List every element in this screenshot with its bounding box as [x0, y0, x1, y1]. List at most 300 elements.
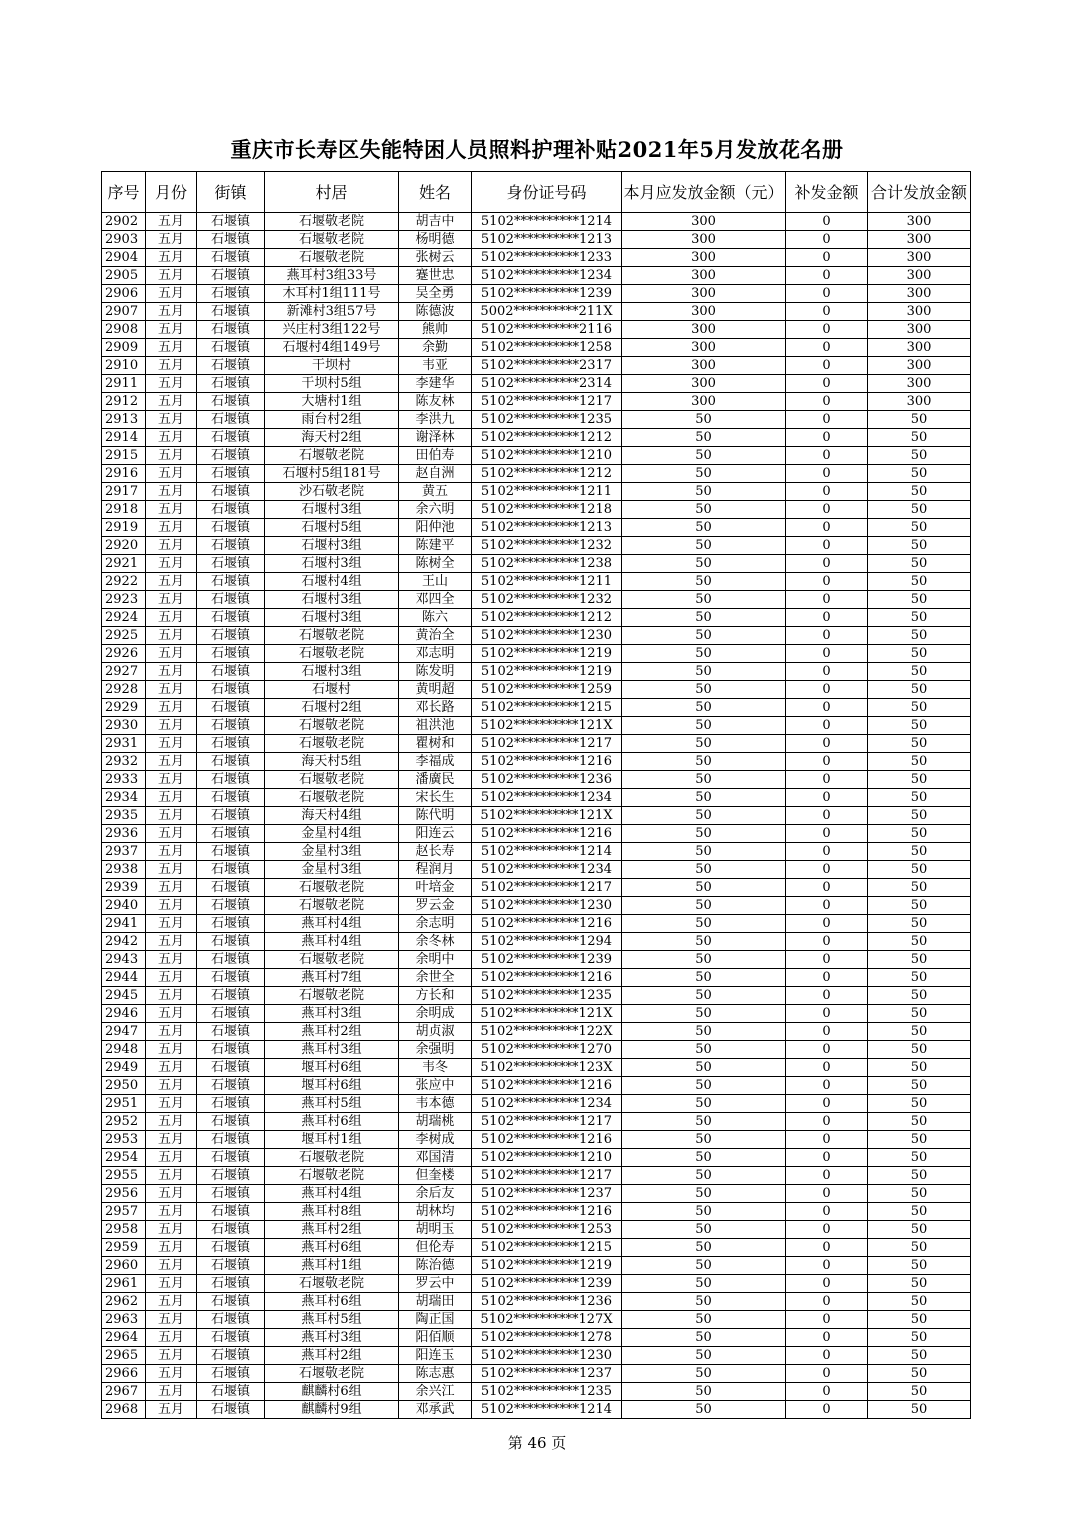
town-cell: 石堰镇 — [197, 1077, 265, 1095]
village-cell: 燕耳村6组 — [265, 1293, 399, 1311]
table-row — [102, 519, 971, 537]
roster-table — [101, 171, 971, 1419]
total-amount-cell: 50 — [868, 861, 971, 879]
name-cell: 杨明德 — [399, 231, 472, 249]
monthly-amount-cell: 50 — [622, 483, 786, 501]
name-cell: 陈友林 — [399, 393, 472, 411]
town-cell: 石堰镇 — [197, 699, 265, 717]
supplement-amount-cell: 0 — [786, 1041, 868, 1059]
monthly-amount-cell: 50 — [622, 1221, 786, 1239]
name-cell: 阳佰顺 — [399, 1329, 472, 1347]
town-cell: 石堰镇 — [197, 951, 265, 969]
index-cell: 2966 — [102, 1365, 146, 1383]
village-cell: 燕耳村5组 — [265, 1095, 399, 1113]
table-row — [102, 825, 971, 843]
month-cell: 五月 — [146, 573, 197, 591]
table-row — [102, 681, 971, 699]
town-cell: 石堰镇 — [197, 429, 265, 447]
monthly-amount-cell: 50 — [622, 1203, 786, 1221]
id-number-cell: 5102**********1216 — [472, 825, 622, 843]
monthly-amount-cell: 300 — [622, 267, 786, 285]
table-header-row — [102, 172, 971, 213]
total-amount-cell: 50 — [868, 951, 971, 969]
index-cell: 2947 — [102, 1023, 146, 1041]
village-cell: 金星村3组 — [265, 843, 399, 861]
month-cell: 五月 — [146, 357, 197, 375]
index-cell: 2907 — [102, 303, 146, 321]
village-cell: 石堰村2组 — [265, 699, 399, 717]
month-cell: 五月 — [146, 321, 197, 339]
total-amount-cell: 50 — [868, 1257, 971, 1275]
id-number-cell: 5102**********1237 — [472, 1365, 622, 1383]
supplement-amount-cell: 0 — [786, 501, 868, 519]
id-number-cell: 5102**********1213 — [472, 231, 622, 249]
town-cell: 石堰镇 — [197, 1383, 265, 1401]
town-cell: 石堰镇 — [197, 1257, 265, 1275]
id-number-cell: 5102**********1215 — [472, 1239, 622, 1257]
supplement-amount-cell: 0 — [786, 555, 868, 573]
index-cell: 2936 — [102, 825, 146, 843]
month-cell: 五月 — [146, 339, 197, 357]
village-cell: 燕耳村6组 — [265, 1113, 399, 1131]
supplement-amount-cell: 0 — [786, 1311, 868, 1329]
col-index-header: 序号 — [102, 172, 146, 213]
village-cell: 石堰敬老院 — [265, 213, 399, 231]
id-number-cell: 5102**********1235 — [472, 1383, 622, 1401]
town-cell: 石堰镇 — [197, 1005, 265, 1023]
monthly-amount-cell: 50 — [622, 501, 786, 519]
town-cell: 石堰镇 — [197, 609, 265, 627]
table-row — [102, 555, 971, 573]
supplement-amount-cell: 0 — [786, 1059, 868, 1077]
table-row — [102, 1311, 971, 1329]
name-cell: 胡吉中 — [399, 213, 472, 231]
total-amount-cell: 50 — [868, 681, 971, 699]
index-cell: 2913 — [102, 411, 146, 429]
name-cell: 李福成 — [399, 753, 472, 771]
monthly-amount-cell: 50 — [622, 1185, 786, 1203]
name-cell: 余志明 — [399, 915, 472, 933]
supplement-amount-cell: 0 — [786, 735, 868, 753]
village-cell: 木耳村1组111号 — [265, 285, 399, 303]
name-cell: 阳连玉 — [399, 1347, 472, 1365]
monthly-amount-cell: 300 — [622, 231, 786, 249]
supplement-amount-cell: 0 — [786, 1257, 868, 1275]
village-cell: 麒麟村9组 — [265, 1401, 399, 1419]
index-cell: 2904 — [102, 249, 146, 267]
supplement-amount-cell: 0 — [786, 807, 868, 825]
name-cell: 余后友 — [399, 1185, 472, 1203]
supplement-amount-cell: 0 — [786, 573, 868, 591]
total-amount-cell: 50 — [868, 879, 971, 897]
table-row — [102, 1275, 971, 1293]
table-row — [102, 285, 971, 303]
supplement-amount-cell: 0 — [786, 321, 868, 339]
total-amount-cell: 50 — [868, 1221, 971, 1239]
name-cell: 韦冬 — [399, 1059, 472, 1077]
index-cell: 2937 — [102, 843, 146, 861]
village-cell: 石堰村3组 — [265, 537, 399, 555]
monthly-amount-cell: 300 — [622, 393, 786, 411]
table-row — [102, 1023, 971, 1041]
index-cell: 2931 — [102, 735, 146, 753]
month-cell: 五月 — [146, 645, 197, 663]
village-cell: 燕耳村5组 — [265, 1311, 399, 1329]
index-cell: 2925 — [102, 627, 146, 645]
supplement-amount-cell: 0 — [786, 861, 868, 879]
total-amount-cell: 50 — [868, 663, 971, 681]
town-cell: 石堰镇 — [197, 627, 265, 645]
month-cell: 五月 — [146, 699, 197, 717]
monthly-amount-cell: 300 — [622, 213, 786, 231]
town-cell: 石堰镇 — [197, 555, 265, 573]
table-row — [102, 915, 971, 933]
name-cell: 陈六 — [399, 609, 472, 627]
id-number-cell: 5102**********1237 — [472, 1185, 622, 1203]
month-cell: 五月 — [146, 1005, 197, 1023]
monthly-amount-cell: 50 — [622, 1347, 786, 1365]
name-cell: 张树云 — [399, 249, 472, 267]
supplement-amount-cell: 0 — [786, 825, 868, 843]
town-cell: 石堰镇 — [197, 681, 265, 699]
table-row — [102, 1239, 971, 1257]
name-cell: 李洪九 — [399, 411, 472, 429]
monthly-amount-cell: 50 — [622, 825, 786, 843]
name-cell: 但奎楼 — [399, 1167, 472, 1185]
index-cell: 2908 — [102, 321, 146, 339]
month-cell: 五月 — [146, 825, 197, 843]
month-cell: 五月 — [146, 1185, 197, 1203]
month-cell: 五月 — [146, 1311, 197, 1329]
index-cell: 2951 — [102, 1095, 146, 1113]
monthly-amount-cell: 50 — [622, 1401, 786, 1419]
village-cell: 石堰敬老院 — [265, 987, 399, 1005]
supplement-amount-cell: 0 — [786, 591, 868, 609]
table-row — [102, 843, 971, 861]
name-cell: 瞿树和 — [399, 735, 472, 753]
id-number-cell: 5102**********1214 — [472, 1401, 622, 1419]
supplement-amount-cell: 0 — [786, 465, 868, 483]
id-number-cell: 5102**********1211 — [472, 573, 622, 591]
total-amount-cell: 50 — [868, 1185, 971, 1203]
town-cell: 石堰镇 — [197, 591, 265, 609]
supplement-amount-cell: 0 — [786, 645, 868, 663]
index-cell: 2968 — [102, 1401, 146, 1419]
supplement-amount-cell: 0 — [786, 753, 868, 771]
supplement-amount-cell: 0 — [786, 915, 868, 933]
table-row — [102, 1221, 971, 1239]
total-amount-cell: 50 — [868, 1275, 971, 1293]
col-month-header: 月份 — [146, 172, 197, 213]
total-amount-cell: 300 — [868, 213, 971, 231]
id-number-cell: 5102**********1270 — [472, 1041, 622, 1059]
name-cell: 祖洪池 — [399, 717, 472, 735]
total-amount-cell: 50 — [868, 591, 971, 609]
monthly-amount-cell: 50 — [622, 627, 786, 645]
id-number-cell: 5102**********1216 — [472, 915, 622, 933]
index-cell: 2929 — [102, 699, 146, 717]
village-cell: 石堰敬老院 — [265, 447, 399, 465]
supplement-amount-cell: 0 — [786, 1329, 868, 1347]
table-row — [102, 771, 971, 789]
month-cell: 五月 — [146, 753, 197, 771]
index-cell: 2914 — [102, 429, 146, 447]
supplement-amount-cell: 0 — [786, 213, 868, 231]
total-amount-cell: 50 — [868, 825, 971, 843]
id-number-cell: 5102**********1278 — [472, 1329, 622, 1347]
id-number-cell: 5102**********1218 — [472, 501, 622, 519]
monthly-amount-cell: 50 — [622, 915, 786, 933]
monthly-amount-cell: 50 — [622, 1329, 786, 1347]
village-cell: 燕耳村2组 — [265, 1221, 399, 1239]
month-cell: 五月 — [146, 501, 197, 519]
index-cell: 2932 — [102, 753, 146, 771]
total-amount-cell: 50 — [868, 915, 971, 933]
index-cell: 2953 — [102, 1131, 146, 1149]
table-row — [102, 1347, 971, 1365]
town-cell: 石堰镇 — [197, 861, 265, 879]
monthly-amount-cell: 50 — [622, 1257, 786, 1275]
town-cell: 石堰镇 — [197, 1131, 265, 1149]
name-cell: 胡瑞田 — [399, 1293, 472, 1311]
name-cell: 方长和 — [399, 987, 472, 1005]
table-row — [102, 1095, 971, 1113]
town-cell: 石堰镇 — [197, 303, 265, 321]
name-cell: 陈发明 — [399, 663, 472, 681]
supplement-amount-cell: 0 — [786, 1383, 868, 1401]
name-cell: 陶正国 — [399, 1311, 472, 1329]
id-number-cell: 5102**********121X — [472, 1005, 622, 1023]
village-cell: 石堰敬老院 — [265, 951, 399, 969]
town-cell: 石堰镇 — [197, 1023, 265, 1041]
supplement-amount-cell: 0 — [786, 627, 868, 645]
id-number-cell: 5102**********1219 — [472, 663, 622, 681]
id-number-cell: 5102**********1236 — [472, 771, 622, 789]
village-cell: 大塘村1组 — [265, 393, 399, 411]
id-number-cell: 5102**********2314 — [472, 375, 622, 393]
month-cell: 五月 — [146, 591, 197, 609]
town-cell: 石堰镇 — [197, 213, 265, 231]
village-cell: 兴庄村3组122号 — [265, 321, 399, 339]
total-amount-cell: 50 — [868, 573, 971, 591]
village-cell: 燕耳村4组 — [265, 933, 399, 951]
table-row — [102, 1329, 971, 1347]
total-amount-cell: 50 — [868, 1041, 971, 1059]
total-amount-cell: 50 — [868, 1365, 971, 1383]
village-cell: 石堰敬老院 — [265, 897, 399, 915]
id-number-cell: 5102**********1216 — [472, 753, 622, 771]
total-amount-cell: 300 — [868, 339, 971, 357]
village-cell: 雨台村2组 — [265, 411, 399, 429]
supplement-amount-cell: 0 — [786, 1113, 868, 1131]
month-cell: 五月 — [146, 1203, 197, 1221]
total-amount-cell: 50 — [868, 1329, 971, 1347]
town-cell: 石堰镇 — [197, 1041, 265, 1059]
village-cell: 石堰村3组 — [265, 663, 399, 681]
month-cell: 五月 — [146, 483, 197, 501]
name-cell: 余勤 — [399, 339, 472, 357]
name-cell: 余冬林 — [399, 933, 472, 951]
table-row — [102, 717, 971, 735]
supplement-amount-cell: 0 — [786, 1221, 868, 1239]
name-cell: 但伦寿 — [399, 1239, 472, 1257]
name-cell: 赵长寿 — [399, 843, 472, 861]
village-cell: 石堰敬老院 — [265, 735, 399, 753]
town-cell: 石堰镇 — [197, 1113, 265, 1131]
table-row — [102, 501, 971, 519]
index-cell: 2942 — [102, 933, 146, 951]
month-cell: 五月 — [146, 1383, 197, 1401]
month-cell: 五月 — [146, 1167, 197, 1185]
monthly-amount-cell: 50 — [622, 1113, 786, 1131]
index-cell: 2945 — [102, 987, 146, 1005]
table-row — [102, 897, 971, 915]
supplement-amount-cell: 0 — [786, 429, 868, 447]
table-row — [102, 1383, 971, 1401]
total-amount-cell: 50 — [868, 897, 971, 915]
town-cell: 石堰镇 — [197, 1203, 265, 1221]
index-cell: 2960 — [102, 1257, 146, 1275]
monthly-amount-cell: 50 — [622, 1311, 786, 1329]
id-number-cell: 5102**********1217 — [472, 1113, 622, 1131]
month-cell: 五月 — [146, 1077, 197, 1095]
village-cell: 石堰敬老院 — [265, 645, 399, 663]
supplement-amount-cell: 0 — [786, 249, 868, 267]
month-cell: 五月 — [146, 1293, 197, 1311]
town-cell: 石堰镇 — [197, 1401, 265, 1419]
table-row — [102, 735, 971, 753]
col-town-header: 街镇 — [197, 172, 265, 213]
document-title: 重庆市长寿区失能特困人员照料护理补贴2021年5月发放花名册 — [230, 137, 844, 162]
index-cell: 2955 — [102, 1167, 146, 1185]
monthly-amount-cell: 50 — [622, 771, 786, 789]
name-cell: 张应中 — [399, 1077, 472, 1095]
village-cell: 堰耳村6组 — [265, 1077, 399, 1095]
town-cell: 石堰镇 — [197, 915, 265, 933]
monthly-amount-cell: 50 — [622, 1365, 786, 1383]
table-row — [102, 699, 971, 717]
monthly-amount-cell: 50 — [622, 429, 786, 447]
name-cell: 阳连云 — [399, 825, 472, 843]
name-cell: 邓志明 — [399, 645, 472, 663]
month-cell: 五月 — [146, 717, 197, 735]
village-cell: 金星村4组 — [265, 825, 399, 843]
supplement-amount-cell: 0 — [786, 1149, 868, 1167]
col-name-header: 姓名 — [399, 172, 472, 213]
month-cell: 五月 — [146, 735, 197, 753]
id-number-cell: 5102**********1233 — [472, 249, 622, 267]
id-number-cell: 5102**********1212 — [472, 609, 622, 627]
supplement-amount-cell: 0 — [786, 1023, 868, 1041]
total-amount-cell: 300 — [868, 267, 971, 285]
town-cell: 石堰镇 — [197, 1275, 265, 1293]
index-cell: 2940 — [102, 897, 146, 915]
supplement-amount-cell: 0 — [786, 933, 868, 951]
table-row — [102, 483, 971, 501]
town-cell: 石堰镇 — [197, 1293, 265, 1311]
village-cell: 海天村2组 — [265, 429, 399, 447]
monthly-amount-cell: 50 — [622, 609, 786, 627]
village-cell: 燕耳村3组 — [265, 1329, 399, 1347]
monthly-amount-cell: 50 — [622, 645, 786, 663]
total-amount-cell: 50 — [868, 429, 971, 447]
village-cell: 燕耳村8组 — [265, 1203, 399, 1221]
total-amount-cell: 50 — [868, 1005, 971, 1023]
index-cell: 2959 — [102, 1239, 146, 1257]
col-monthly-amount-header: 本月应发放金额（元） — [622, 172, 786, 213]
monthly-amount-cell: 50 — [622, 1077, 786, 1095]
supplement-amount-cell: 0 — [786, 879, 868, 897]
town-cell: 石堰镇 — [197, 1149, 265, 1167]
month-cell: 五月 — [146, 411, 197, 429]
month-cell: 五月 — [146, 843, 197, 861]
id-number-cell: 5102**********1217 — [472, 735, 622, 753]
name-cell: 蹇世忠 — [399, 267, 472, 285]
supplement-amount-cell: 0 — [786, 1095, 868, 1113]
name-cell: 余明成 — [399, 1005, 472, 1023]
village-cell: 石堰村4组149号 — [265, 339, 399, 357]
table-row — [102, 573, 971, 591]
id-number-cell: 5102**********1216 — [472, 1077, 622, 1095]
total-amount-cell: 50 — [868, 1077, 971, 1095]
id-number-cell: 5102**********1238 — [472, 555, 622, 573]
index-cell: 2915 — [102, 447, 146, 465]
index-cell: 2921 — [102, 555, 146, 573]
monthly-amount-cell: 50 — [622, 753, 786, 771]
total-amount-cell: 50 — [868, 447, 971, 465]
town-cell: 石堰镇 — [197, 321, 265, 339]
index-cell: 2909 — [102, 339, 146, 357]
index-cell: 2952 — [102, 1113, 146, 1131]
id-number-cell: 5102**********1234 — [472, 861, 622, 879]
index-cell: 2965 — [102, 1347, 146, 1365]
village-cell: 燕耳村2组 — [265, 1023, 399, 1041]
table-row — [102, 1365, 971, 1383]
supplement-amount-cell: 0 — [786, 1203, 868, 1221]
name-cell: 余世全 — [399, 969, 472, 987]
month-cell: 五月 — [146, 231, 197, 249]
town-cell: 石堰镇 — [197, 789, 265, 807]
table-row — [102, 393, 971, 411]
supplement-amount-cell: 0 — [786, 951, 868, 969]
index-cell: 2938 — [102, 861, 146, 879]
village-cell: 石堰敬老院 — [265, 249, 399, 267]
name-cell: 陈志惠 — [399, 1365, 472, 1383]
id-number-cell: 5102**********2317 — [472, 357, 622, 375]
village-cell: 干坝村5组 — [265, 375, 399, 393]
index-cell: 2911 — [102, 375, 146, 393]
monthly-amount-cell: 50 — [622, 447, 786, 465]
monthly-amount-cell: 50 — [622, 843, 786, 861]
table-row — [102, 1059, 971, 1077]
monthly-amount-cell: 300 — [622, 339, 786, 357]
town-cell: 石堰镇 — [197, 285, 265, 303]
name-cell: 邓长路 — [399, 699, 472, 717]
supplement-amount-cell: 0 — [786, 987, 868, 1005]
town-cell: 石堰镇 — [197, 1185, 265, 1203]
total-amount-cell: 300 — [868, 357, 971, 375]
total-amount-cell: 50 — [868, 807, 971, 825]
total-amount-cell: 50 — [868, 1311, 971, 1329]
total-amount-cell: 300 — [868, 303, 971, 321]
village-cell: 燕耳村1组 — [265, 1257, 399, 1275]
id-number-cell: 5102**********1234 — [472, 789, 622, 807]
index-cell: 2950 — [102, 1077, 146, 1095]
supplement-amount-cell: 0 — [786, 771, 868, 789]
village-cell: 新滩村3组57号 — [265, 303, 399, 321]
index-cell: 2916 — [102, 465, 146, 483]
index-cell: 2948 — [102, 1041, 146, 1059]
